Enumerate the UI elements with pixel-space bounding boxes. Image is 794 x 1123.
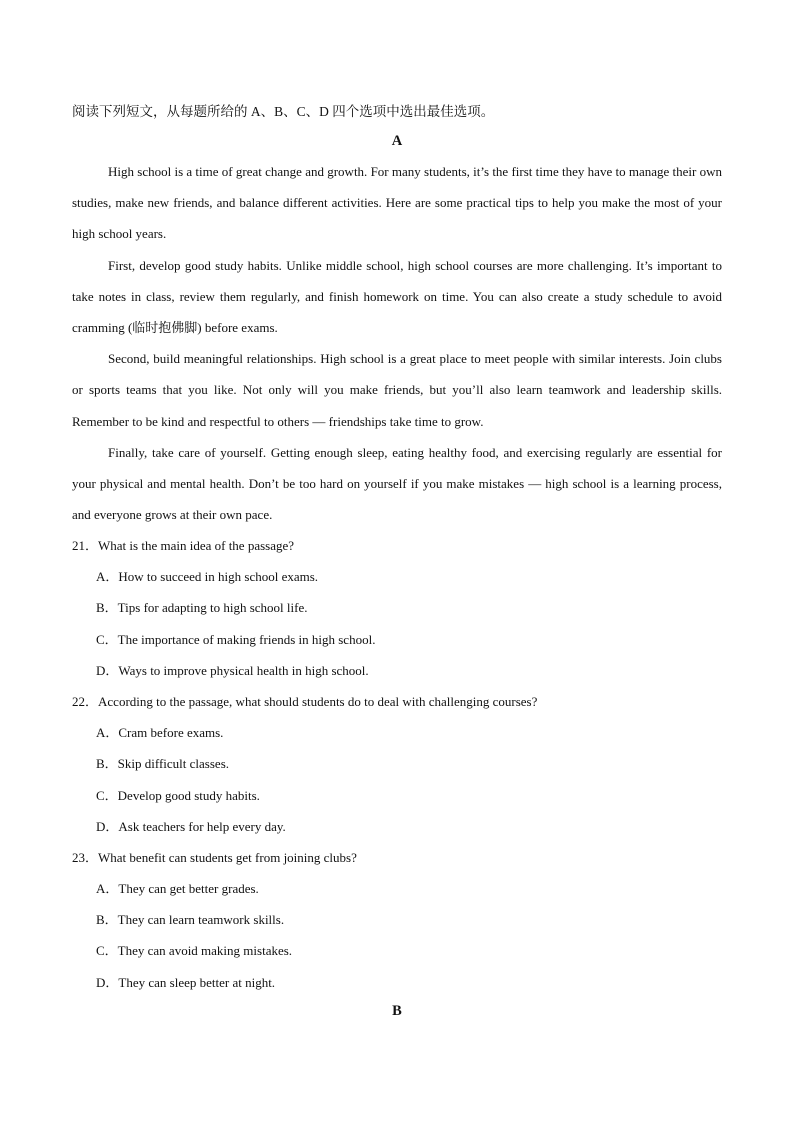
answer-option[interactable] (72, 624, 722, 655)
passage-paragraph: First, develop good study habits. Unlike middle school, high school courses are more challenging. It’s important to take notes in class, review them regularly, and finish homework on time. You can also create a study schedule to avoid cramming (临时抱佛脚) before exams. (72, 257, 722, 336)
option-text: Cram before exams. (118, 725, 224, 741)
option-key: A． (96, 881, 119, 897)
answer-option[interactable] (72, 780, 722, 811)
question-number: 21． (72, 538, 99, 553)
option-key: C． (96, 631, 118, 647)
question-text: What is the main idea of the passage? (98, 538, 295, 553)
option-text: Ask teachers for help every day. (118, 818, 286, 834)
option-key: B． (96, 600, 118, 616)
question-number: 22． (72, 693, 99, 709)
answer-option[interactable] (72, 592, 722, 623)
option-key: D． (96, 974, 119, 990)
option-key: B． (96, 912, 118, 928)
question-list (72, 530, 722, 998)
passage-paragraph: Second, build meaningful relationships. High school is a great place to meet people with similar interests. Join clubs or sports teams that you like. Not only will you make friends, but you’ll also learn teamwork and leadership skills. Remember to be kind and respectful to others — friendships take time to grow. (72, 351, 722, 429)
option-key: D． (96, 818, 119, 834)
question-23 (72, 842, 722, 998)
question-21 (72, 530, 722, 686)
reading-instruction: 阅读下列短文，从每题所给的 A、B、C、D 四个选项中选出最佳选项。 (72, 104, 495, 119)
option-key: A． (96, 569, 119, 585)
answer-option[interactable] (72, 935, 722, 966)
question-number: 23． (72, 849, 99, 865)
option-text: They can sleep better at night. (118, 974, 276, 990)
option-text: They can learn teamwork skills. (117, 912, 285, 928)
answer-option[interactable] (72, 873, 722, 904)
question-stem (72, 842, 722, 873)
option-text: Develop good study habits. (117, 787, 260, 803)
option-text: Skip difficult classes. (117, 756, 230, 772)
answer-option[interactable] (72, 561, 722, 592)
option-key: A． (96, 725, 119, 741)
section-b-heading: B (392, 1003, 402, 1019)
question-stem (72, 530, 722, 561)
question-22 (72, 686, 722, 842)
answer-option[interactable] (72, 967, 722, 998)
passage-paragraph: Finally, take care of yourself. Getting enough sleep, eating healthy food, and exercising regularly are essential for your physical and mental health. Don’t be too hard on yourself if you make mistakes — high school is a learning process, and everyone grows at their own pace. (72, 444, 722, 523)
option-text: Ways to improve physical health in high school. (118, 662, 369, 678)
passage-paragraph: High school is a time of great change and growth. For many students, it’s the first time they have to manage their own studies, make new friends, and balance different activities. Here are some practical tips to help you make the most of your high school years. (72, 164, 722, 242)
option-key: C． (96, 787, 118, 803)
answer-option[interactable] (72, 748, 722, 779)
option-key: C． (96, 943, 118, 959)
passage-a (72, 156, 722, 530)
question-text: According to the passage, what should students do to deal with challenging courses? (98, 693, 538, 709)
question-text: What benefit can students get from joining clubs? (98, 849, 357, 865)
option-text: Tips for adapting to high school life. (117, 600, 308, 616)
answer-option[interactable] (72, 811, 722, 842)
answer-option[interactable] (72, 655, 722, 686)
answer-option[interactable] (72, 717, 722, 748)
option-key: B． (96, 756, 118, 772)
question-stem (72, 686, 722, 717)
option-text: How to succeed in high school exams. (118, 569, 319, 585)
answer-option[interactable] (72, 904, 722, 935)
option-text: The importance of making friends in high school. (117, 631, 376, 647)
option-key: D． (96, 662, 119, 678)
section-a-heading: A (391, 133, 403, 149)
option-text: They can avoid making mistakes. (117, 943, 293, 959)
option-text: They can get better grades. (118, 881, 259, 897)
